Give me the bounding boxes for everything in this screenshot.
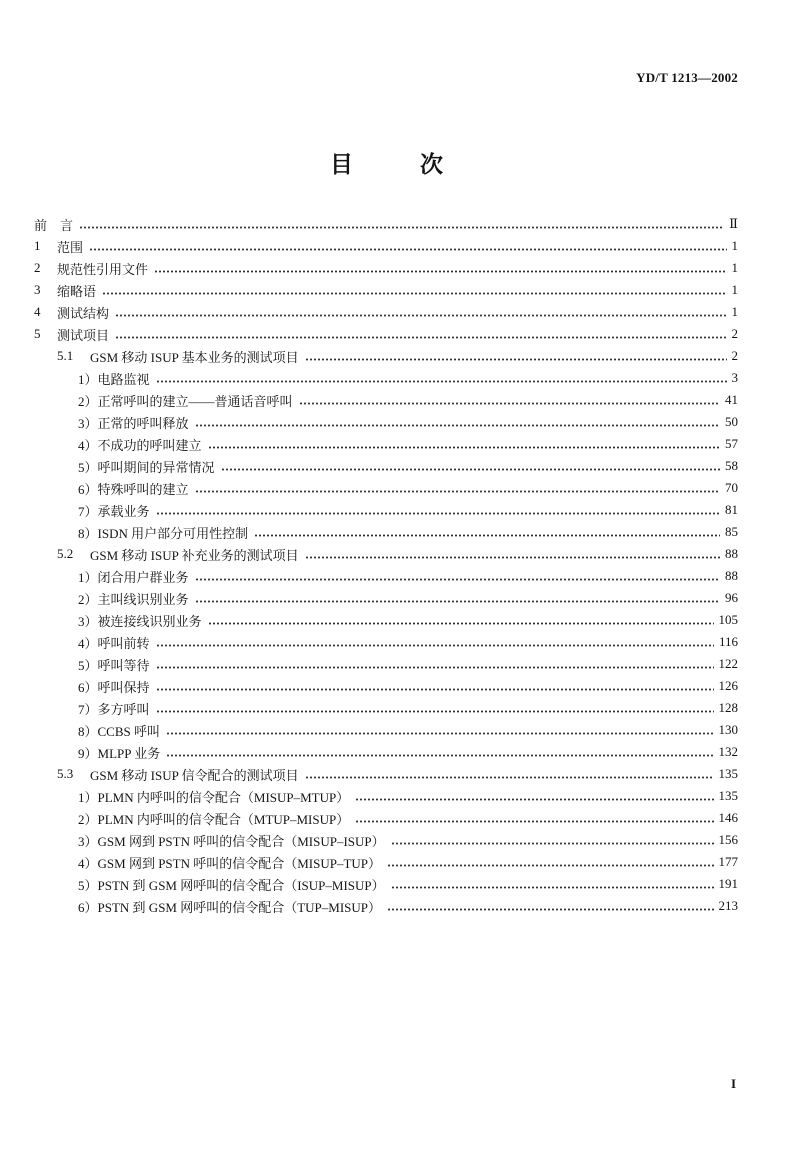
- toc-entry-page: Ⅱ: [729, 216, 738, 231]
- toc-entry-page: 132: [718, 744, 738, 759]
- toc-entry-number: 8）: [78, 723, 98, 739]
- toc-entry-page: 105: [718, 612, 738, 627]
- toc-item-entry: [34, 499, 738, 521]
- toc-entry-title: PSTN 到 GSM 网呼叫的信令配合（TUP–MISUP）: [97, 899, 382, 915]
- toc-entry-number: 3）: [78, 613, 98, 629]
- toc-entry-page: 1: [731, 282, 738, 297]
- toc-entry-page: 58: [725, 458, 738, 473]
- toc-item-entry: [34, 829, 738, 851]
- toc-item-entry: [34, 609, 738, 631]
- toc-entry-title: GSM 移动 ISUP 信令配合的测试项目: [90, 767, 299, 783]
- toc-entry-title: 多方呼叫: [97, 701, 150, 717]
- toc-item-entry: [34, 807, 738, 829]
- toc-entry-title: GSM 网到 PSTN 呼叫的信令配合（MISUP–TUP）: [97, 855, 382, 871]
- toc-item-entry: [34, 653, 738, 675]
- toc-entry-title: 呼叫前转: [97, 635, 150, 651]
- toc-entry-title: 范围: [57, 239, 84, 255]
- toc-item-entry: [34, 587, 738, 609]
- toc-entry-number: 7）: [78, 503, 98, 519]
- toc-item-entry: [34, 455, 738, 477]
- dot-leader: [156, 644, 714, 647]
- toc-entry-title: 前 言: [34, 217, 74, 233]
- dot-leader: [156, 512, 720, 515]
- toc-section-entry: [34, 763, 738, 785]
- toc-entry-title: 承载业务: [97, 503, 150, 519]
- toc-entry-title: 不成功的呼叫建立: [97, 437, 202, 453]
- toc-entry-number: 6）: [78, 899, 98, 915]
- toc-entry-page: 2: [731, 326, 738, 341]
- dot-leader: [391, 886, 714, 889]
- toc-entry-title: 被连接线识别业务: [97, 613, 202, 629]
- toc-entry-number: 5）: [78, 459, 98, 475]
- toc-entry-title: 呼叫期间的异常情况: [97, 459, 215, 475]
- toc-item-entry: [34, 411, 738, 433]
- toc-entry-page: 122: [718, 656, 738, 671]
- dot-leader: [208, 622, 714, 625]
- dot-leader: [89, 248, 726, 251]
- toc-entry-page: 96: [725, 590, 738, 605]
- toc-section-entry: [34, 345, 738, 367]
- dot-leader: [166, 732, 713, 735]
- dot-leader: [195, 490, 720, 493]
- document-number: YD/T 1213—2002: [636, 70, 738, 85]
- toc-item-entry: [34, 477, 738, 499]
- toc-item-entry: [34, 873, 738, 895]
- toc-entry-title: 闭合用户群业务: [97, 569, 189, 585]
- toc-entry-page: 135: [718, 766, 738, 781]
- toc-entry-number: 4: [34, 304, 41, 319]
- table-of-contents: [34, 213, 738, 917]
- toc-entry-number: 4）: [78, 635, 98, 651]
- dot-leader: [115, 336, 726, 339]
- toc-entry-number: 4）: [78, 855, 98, 871]
- page-title-char-1: 目: [330, 152, 353, 178]
- dot-leader: [195, 424, 720, 427]
- toc-entry-title: 特殊呼叫的建立: [97, 481, 189, 497]
- toc-item-entry: [34, 675, 738, 697]
- toc-entry-page: 191: [718, 876, 738, 891]
- toc-chapter-entry: [34, 323, 738, 345]
- toc-entry-title: MLPP 业务: [97, 745, 161, 761]
- toc-entry-title: 测试结构: [57, 305, 110, 321]
- toc-entry-title: 电路监视: [97, 371, 150, 387]
- toc-entry-page: 1: [731, 260, 738, 275]
- toc-entry-page: 81: [725, 502, 738, 517]
- dot-leader: [387, 864, 713, 867]
- toc-chapter-entry: [34, 279, 738, 301]
- toc-entry-title: 呼叫等待: [97, 657, 150, 673]
- toc-entry-number: 5.1: [57, 348, 74, 363]
- toc-item-entry: [34, 565, 738, 587]
- toc-entry-number: 1）: [78, 569, 98, 585]
- dot-leader: [195, 600, 720, 603]
- toc-item-entry: [34, 719, 738, 741]
- toc-entry-number: 2）: [78, 393, 98, 409]
- toc-entry-number: 5.2: [57, 546, 74, 561]
- toc-item-entry: [34, 895, 738, 917]
- dot-leader: [156, 710, 714, 713]
- toc-entry-number: 9）: [78, 745, 98, 761]
- toc-section-entry: [34, 543, 738, 565]
- toc-entry-page: 1: [731, 238, 738, 253]
- toc-entry-page: 57: [725, 436, 738, 451]
- dot-leader: [221, 468, 720, 471]
- toc-item-entry: [34, 631, 738, 653]
- toc-entry-page: 70: [725, 480, 738, 495]
- toc-entry-number: 3）: [78, 415, 98, 431]
- page-title-char-2: 次: [420, 152, 443, 178]
- toc-item-entry: [34, 521, 738, 543]
- toc-chapter-entry: [34, 235, 738, 257]
- toc-entry-title: GSM 移动 ISUP 补充业务的测试项目: [90, 547, 299, 563]
- toc-entry-title: ISDN 用户部分可用性控制: [97, 525, 249, 541]
- dot-leader: [79, 226, 724, 229]
- toc-entry-number: 7）: [78, 701, 98, 717]
- toc-entry-number: 8）: [78, 525, 98, 541]
- toc-entry-title: 测试项目: [57, 327, 110, 343]
- toc-entry-page: 130: [718, 722, 738, 737]
- toc-entry-number: 5）: [78, 657, 98, 673]
- dot-leader: [305, 556, 720, 559]
- toc-entry-page: 1: [731, 304, 738, 319]
- toc-entry-number: 2: [34, 260, 41, 275]
- toc-item-entry: [34, 741, 738, 763]
- toc-item-entry: [34, 785, 738, 807]
- toc-entry-title: 正常的呼叫释放: [97, 415, 189, 431]
- toc-entry-page: 146: [718, 810, 738, 825]
- toc-item-entry: [34, 851, 738, 873]
- toc-entry-title: 缩略语: [57, 283, 97, 299]
- toc-entry-number: 3）: [78, 833, 98, 849]
- toc-entry-page: 213: [718, 898, 738, 913]
- dot-leader: [115, 314, 726, 317]
- toc-entry-page: 177: [718, 854, 738, 869]
- dot-leader: [391, 842, 714, 845]
- dot-leader: [166, 754, 713, 757]
- toc-entry-title: PLMN 内呼叫的信令配合（MISUP–MTUP）: [97, 789, 350, 805]
- toc-entry-title: 呼叫保持: [97, 679, 150, 695]
- dot-leader: [156, 666, 714, 669]
- toc-entry-number: 1）: [78, 371, 98, 387]
- toc-entry-number: 1）: [78, 789, 98, 805]
- toc-entry-page: 88: [725, 546, 738, 561]
- toc-item-entry: [34, 389, 738, 411]
- toc-entry-number: 2）: [78, 591, 98, 607]
- toc-entry-title: CCBS 呼叫: [97, 723, 161, 739]
- toc-entry-page: 156: [718, 832, 738, 847]
- toc-entry-page: 50: [725, 414, 738, 429]
- toc-item-entry: [34, 367, 738, 389]
- toc-chapter-entry: [34, 257, 738, 279]
- dot-leader: [305, 776, 714, 779]
- dot-leader: [254, 534, 720, 537]
- dot-leader: [156, 688, 714, 691]
- toc-entry-page: 116: [718, 634, 738, 649]
- dot-leader: [154, 270, 726, 273]
- toc-entry-page: 2: [731, 348, 738, 363]
- dot-leader: [195, 578, 720, 581]
- toc-entry-title: GSM 网到 PSTN 呼叫的信令配合（MISUP–ISUP）: [97, 833, 385, 849]
- toc-entry-title: PLMN 内呼叫的信令配合（MTUP–MISUP）: [97, 811, 350, 827]
- toc-entry-title: 主叫线识别业务: [97, 591, 189, 607]
- dot-leader: [156, 380, 727, 383]
- toc-entry-page: 85: [725, 524, 738, 539]
- dot-leader: [355, 820, 713, 823]
- toc-entry-title: PSTN 到 GSM 网呼叫的信令配合（ISUP–MISUP）: [97, 877, 385, 893]
- toc-entry-page: 3: [731, 370, 738, 385]
- toc-item-entry: [34, 433, 738, 455]
- toc-entry-number: 5: [34, 326, 41, 341]
- toc-entry-page: 135: [718, 788, 738, 803]
- toc-entry-number: 5.3: [57, 766, 74, 781]
- toc-entry-number: 2）: [78, 811, 98, 827]
- toc-entry-preface: [34, 213, 738, 235]
- dot-leader: [299, 402, 720, 405]
- toc-entry-number: 1: [34, 238, 41, 253]
- toc-entry-number: 5）: [78, 877, 98, 893]
- toc-entry-page: 126: [718, 678, 738, 693]
- toc-entry-title: GSM 移动 ISUP 基本业务的测试项目: [90, 349, 299, 365]
- dot-leader: [208, 446, 720, 449]
- toc-chapter-entry: [34, 301, 738, 323]
- dot-leader: [387, 908, 713, 911]
- toc-entry-number: 6）: [78, 481, 98, 497]
- toc-entry-title: 正常呼叫的建立——普通话音呼叫: [97, 393, 293, 409]
- toc-entry-number: 6）: [78, 679, 98, 695]
- toc-entry-page: 41: [725, 392, 738, 407]
- dot-leader: [355, 798, 713, 801]
- toc-entry-title: 规范性引用文件: [57, 261, 149, 277]
- dot-leader: [305, 358, 727, 361]
- toc-entry-page: 128: [718, 700, 738, 715]
- toc-item-entry: [34, 697, 738, 719]
- toc-entry-number: 3: [34, 282, 41, 297]
- footer-page-number: I: [731, 1076, 737, 1091]
- toc-entry-page: 88: [725, 568, 738, 583]
- dot-leader: [102, 292, 726, 295]
- toc-entry-number: 4）: [78, 437, 98, 453]
